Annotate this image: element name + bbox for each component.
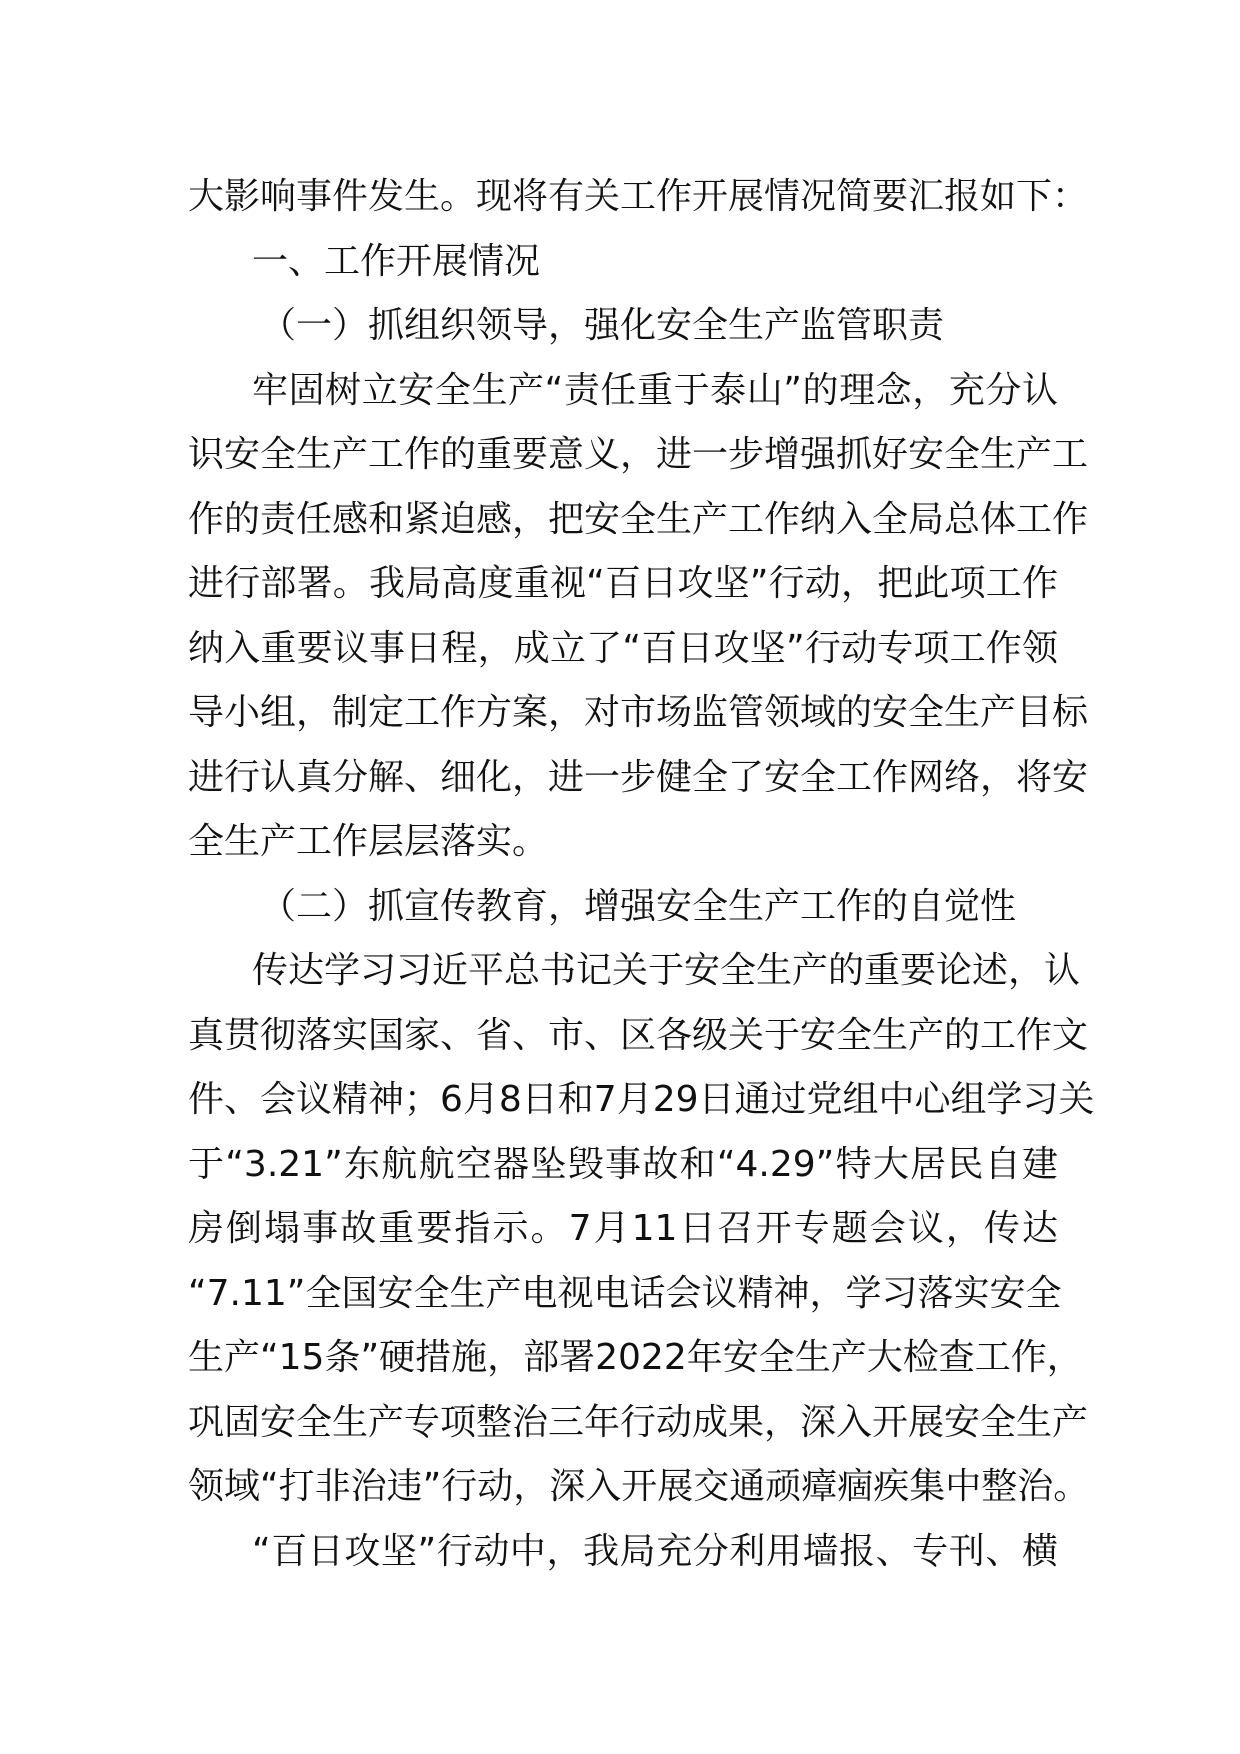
text-line: 作的责任感和紧迫感，把安全生产工作纳入全局总体工作 [188,498,1089,540]
text-line: 识安全生产工作的重要意义，进一步增强抓好安全生产工 [188,434,1089,475]
text-line: 进行部署。我局高度重视“百日攻坚”行动，把此项工作 [188,563,1058,604]
text-line: 牢固树立安全生产“责任重于泰山”的理念，充分认 [252,369,1058,411]
text-line: 导小组，制定工作方案，对市场监管领域的安全生产目标 [188,692,1089,733]
text-line: 件、会议精神；6月8日和7月29日通过党组中心组学习关 [188,1079,1095,1120]
text-line: 房倒塌事故重要指示。7月11日召开专题会议，传达 [188,1208,1058,1249]
text-line: “7.11”全国安全生产电视电话会议精神，学习落实安全 [188,1272,1062,1314]
text-line: 大影响事件发生。现将有关工作开展情况简要汇报如下： [188,176,1089,217]
text-line: 于“3.21”东航航空器坠毁事故和“4.29”特大居民自建 [188,1143,1058,1185]
text-line: 真贯彻落实国家、省、市、区各级关于安全生产的工作文 [188,1014,1089,1056]
text-line: 全生产工作层层落实。 [188,821,549,862]
section-heading: 一、工作开展情况 [252,240,541,282]
text-line: 领域“打非治违”行动，深入开展交通顽瘴痼疾集中整治。 [188,1466,1090,1507]
subsection-heading: （一）抓组织领导，强化安全生产监管职责 [260,305,945,346]
document-body [188,165,1095,1584]
text-line: 进行认真分解、细化，进一步健全了安全工作网络，将安 [188,756,1089,798]
subsection-heading: （二）抓宣传教育，增强安全生产工作的自觉性 [260,885,1017,927]
text-line: 巩固安全生产专项整治三年行动成果，深入开展安全生产 [188,1401,1089,1443]
text-line: 传达学习习近平总书记关于安全生产的重要论述，认 [252,950,1081,991]
text-line: 生产“15条”硬措施，部署2022年安全生产大检查工作， [188,1337,1083,1378]
text-line: “百日攻坚”行动中，我局充分利用墙报、专刊、横 [252,1530,1058,1572]
text-line: 纳入重要议事日程，成立了“百日攻坚”行动专项工作领 [188,627,1058,669]
